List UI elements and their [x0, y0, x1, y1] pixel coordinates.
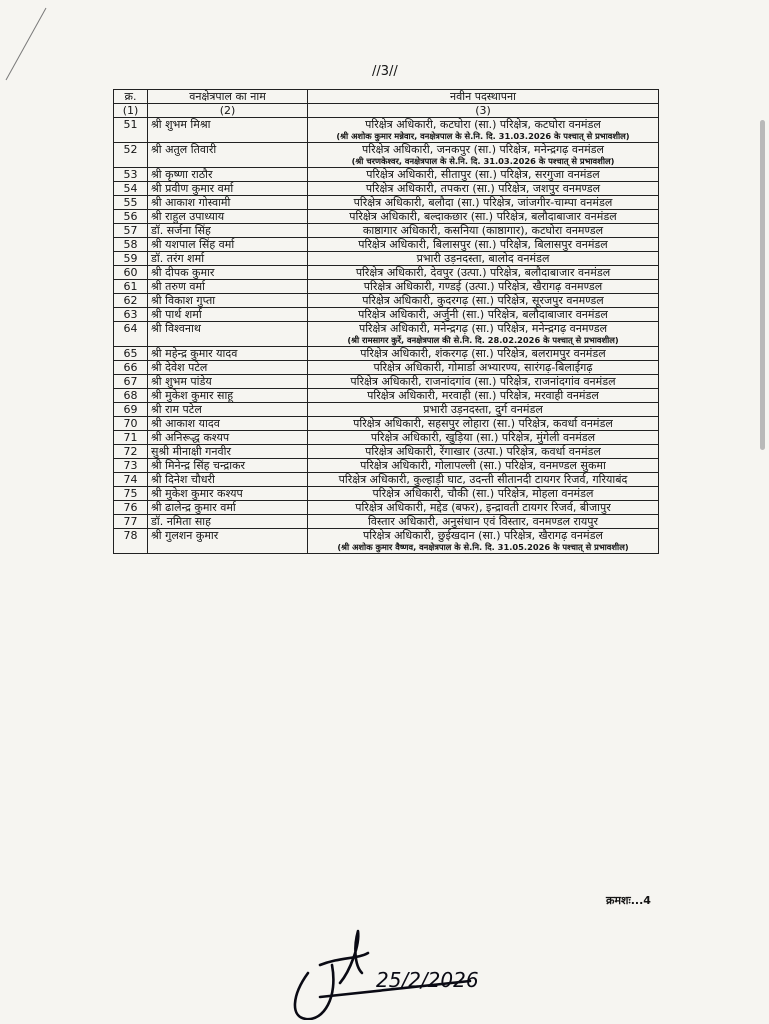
- row-serial: 69: [114, 403, 148, 417]
- row-officer-name: श्री आकाश गोस्वामी: [148, 196, 308, 210]
- row-posting: परिक्षेत्र अधिकारी, बलौदा (सा.) परिक्षेत्र, जांजगीर-चाम्पा वनमंडल: [353, 196, 613, 209]
- row-officer-name: श्री देवेश पटेल: [148, 361, 308, 375]
- row-posting-cell: [308, 168, 659, 182]
- table-row: [114, 118, 659, 143]
- row-posting: परिक्षेत्र अधिकारी, गोमार्डा अभ्यारण्य, सारंगढ़-बिलाईगढ़: [373, 361, 593, 374]
- row-posting-cell: [308, 445, 659, 459]
- row-posting-cell: [308, 252, 659, 266]
- row-posting-cell: [308, 375, 659, 389]
- row-officer-name: श्री मिनेन्द्र सिंह चन्द्राकर: [148, 459, 308, 473]
- row-posting-cell: [308, 417, 659, 431]
- row-posting: परिक्षेत्र अधिकारी, जनकपुर (सा.) परिक्षेत्र, मनेन्द्रगढ़ वनमंडल: [361, 143, 605, 156]
- page-number: //3//: [372, 64, 398, 79]
- row-serial: 70: [114, 417, 148, 431]
- row-serial: 59: [114, 252, 148, 266]
- row-posting: परिक्षेत्र अधिकारी, मनेन्द्रगढ़ (सा.) परिक्षेत्र, मनेन्द्रगढ़ वनमण्डल: [358, 322, 608, 335]
- row-posting-cell: [308, 389, 659, 403]
- row-posting-cell: [308, 529, 659, 554]
- row-posting: परिक्षेत्र अधिकारी, बल्दाकछार (सा.) परिक्षेत्र, बलौदाबाजार वनमंडल: [349, 210, 617, 223]
- table-row: [114, 182, 659, 196]
- table-body: [114, 118, 659, 554]
- row-posting: परिक्षेत्र अधिकारी, अर्जुनी (सा.) परिक्षेत्र, बलौदाबाजार वनमंडल: [358, 308, 608, 321]
- row-posting-cell: [308, 308, 659, 322]
- table-row: [114, 445, 659, 459]
- row-serial: 61: [114, 280, 148, 294]
- row-effective-note: (श्री रामसागर कुर्रे, वनक्षेत्रपाल की से.नि. दि. 28.02.2026 के पश्चात् से प्रभावशील): [347, 335, 619, 345]
- continuation-note: क्रमशः...4: [606, 894, 651, 907]
- row-posting: प्रभारी उड़नदस्ता, बालोद वनमंडल: [416, 252, 550, 265]
- row-serial: 76: [114, 501, 148, 515]
- row-posting-cell: [308, 515, 659, 529]
- row-posting-cell: [308, 118, 659, 143]
- table-row: [114, 294, 659, 308]
- row-posting-cell: [308, 182, 659, 196]
- row-serial: 57: [114, 224, 148, 238]
- row-officer-name: श्री दिनेश चौधरी: [148, 473, 308, 487]
- row-officer-name: श्री कृष्णा राठौर: [148, 168, 308, 182]
- row-posting: परिक्षेत्र अधिकारी, तपकरा (सा.) परिक्षेत्र, जशपुर वनमण्डल: [365, 182, 601, 195]
- row-posting: परिक्षेत्र अधिकारी, गण्डई (उत्पा.) परिक्षेत्र, खैरागढ़ वनमण्डल: [363, 280, 603, 293]
- row-posting-cell: [308, 280, 659, 294]
- row-officer-name: श्री पार्थ शर्मा: [148, 308, 308, 322]
- row-posting-cell: [308, 487, 659, 501]
- row-posting-cell: [308, 196, 659, 210]
- row-officer-name: श्री विकाश गुप्ता: [148, 294, 308, 308]
- row-serial: 67: [114, 375, 148, 389]
- row-posting-cell: [308, 224, 659, 238]
- row-posting-cell: [308, 361, 659, 375]
- row-posting-cell: [308, 294, 659, 308]
- row-posting: परिक्षेत्र अधिकारी, सहसपुर लोहारा (सा.) परिक्षेत्र, कवर्धा वनमंडल: [353, 417, 613, 430]
- header-posting: नवीन पदस्थापना: [308, 90, 659, 104]
- row-officer-name: श्री तरुण वर्मा: [148, 280, 308, 294]
- row-posting: परिक्षेत्र अधिकारी, गोलापल्ली (सा.) परिक्षेत्र, वनमण्डल सुकमा: [360, 459, 606, 472]
- handwritten-signature: [280, 925, 480, 1020]
- row-serial: 77: [114, 515, 148, 529]
- row-effective-note: (श्री अशोक कुमार वैष्णव, वनक्षेत्रपाल के से.नि. दि. 31.05.2026 के पश्चात् से प्रभावशील): [337, 542, 629, 552]
- row-officer-name: डॉ. नमिता साह: [148, 515, 308, 529]
- row-serial: 56: [114, 210, 148, 224]
- row-officer-name: श्री प्रवीण कुमार वर्मा: [148, 182, 308, 196]
- table-row: [114, 308, 659, 322]
- row-posting: परिक्षेत्र अधिकारी, बिलासपुर (सा.) परिक्षेत्र, बिलासपुर वनमंडल: [358, 238, 608, 251]
- posting-table: [113, 89, 659, 554]
- row-posting-cell: [308, 431, 659, 445]
- row-serial: 62: [114, 294, 148, 308]
- row-officer-name: श्री शुभम मिश्रा: [148, 118, 308, 143]
- row-serial: 65: [114, 347, 148, 361]
- row-posting-cell: [308, 459, 659, 473]
- table-row: [114, 280, 659, 294]
- row-officer-name: श्री मुकेश कुमार कश्यप: [148, 487, 308, 501]
- row-serial: 58: [114, 238, 148, 252]
- row-serial: 68: [114, 389, 148, 403]
- row-serial: 75: [114, 487, 148, 501]
- signature-date: 25/2/2026: [376, 968, 479, 992]
- table-row: [114, 501, 659, 515]
- row-posting-cell: [308, 347, 659, 361]
- row-posting-cell: [308, 501, 659, 515]
- header-serial: क्र.: [114, 90, 148, 104]
- header-name: वनक्षेत्रपाल का नाम: [148, 90, 308, 104]
- row-posting: परिक्षेत्र अधिकारी, मरवाही (सा.) परिक्षेत्र, मरवाही वनमंडल: [367, 389, 599, 402]
- row-posting: परिक्षेत्र अधिकारी, राजनांदगांव (सा.) परिक्षेत्र, राजनांदगांव वनमंडल: [350, 375, 616, 388]
- row-officer-name: श्री राहुल उपाध्याय: [148, 210, 308, 224]
- table-row: [114, 266, 659, 280]
- row-officer-name: श्री मुकेश कुमार साहू: [148, 389, 308, 403]
- row-officer-name: श्री विश्वनाथ: [148, 322, 308, 347]
- row-officer-name: सुश्री मीनाक्षी गनवीर: [148, 445, 308, 459]
- table-row: [114, 473, 659, 487]
- row-serial: 60: [114, 266, 148, 280]
- row-posting-cell: [308, 143, 659, 168]
- row-serial: 78: [114, 529, 148, 554]
- scrollbar[interactable]: [760, 120, 765, 450]
- row-serial: 66: [114, 361, 148, 375]
- row-posting: परिक्षेत्र अधिकारी, शंकरगढ़ (सा.) परिक्षेत्र, बलरामपुर वनमंडल: [360, 347, 606, 360]
- row-posting: परिक्षेत्र अधिकारी, चौकी (सा.) परिक्षेत्र, मोहला वनमंडल: [372, 487, 594, 500]
- row-officer-name: श्री आकाश यादव: [148, 417, 308, 431]
- row-posting-cell: [308, 473, 659, 487]
- table-row: [114, 459, 659, 473]
- row-serial: 64: [114, 322, 148, 347]
- colnum-name: (2): [148, 104, 308, 118]
- row-posting: परिक्षेत्र अधिकारी, कटघोरा (सा.) परिक्षेत्र, कटघोरा वनमंडल: [365, 118, 601, 131]
- row-serial: 53: [114, 168, 148, 182]
- row-posting: विस्तार अधिकारी, अनुसंधान एवं विस्तार, वनमण्डल रायपुर: [367, 515, 599, 528]
- row-posting: काष्ठागार अधिकारी, कसनिया (काष्ठागार), कटघोरा वनमण्डल: [362, 224, 604, 237]
- row-officer-name: श्री यशपाल सिंह वर्मा: [148, 238, 308, 252]
- row-serial: 63: [114, 308, 148, 322]
- table-row: [114, 196, 659, 210]
- table-row: [114, 224, 659, 238]
- row-serial: 54: [114, 182, 148, 196]
- table-header-row: [114, 90, 659, 104]
- table-row: [114, 347, 659, 361]
- row-posting: परिक्षेत्र अधिकारी, कुल्हाड़ी घाट, उदन्ती सीतानदी टायगर रिजर्व, गरियाबंद: [338, 473, 628, 486]
- row-officer-name: श्री गुलशन कुमार: [148, 529, 308, 554]
- table-row: [114, 389, 659, 403]
- row-serial: 71: [114, 431, 148, 445]
- row-serial: 72: [114, 445, 148, 459]
- row-posting-cell: [308, 403, 659, 417]
- row-posting-cell: [308, 210, 659, 224]
- table-row: [114, 210, 659, 224]
- row-officer-name: श्री शुभम पांडेय: [148, 375, 308, 389]
- table-row: [114, 322, 659, 347]
- row-posting-cell: [308, 266, 659, 280]
- row-officer-name: डॉ. तरंग शर्मा: [148, 252, 308, 266]
- table-row: [114, 529, 659, 554]
- row-serial: 51: [114, 118, 148, 143]
- table-colnum-row: [114, 104, 659, 118]
- row-posting: परिक्षेत्र अधिकारी, कुदरगढ़ (सा.) परिक्षेत्र, सूरजपुर वनमण्डल: [362, 294, 604, 307]
- row-officer-name: डॉ. सर्जना सिंह: [148, 224, 308, 238]
- row-posting-cell: [308, 322, 659, 347]
- row-officer-name: श्री राम पटेल: [148, 403, 308, 417]
- signature-stroke: [320, 953, 368, 965]
- row-posting: परिक्षेत्र अधिकारी, देवपुर (उत्पा.) परिक्षेत्र, बलौदाबाजार वनमंडल: [355, 266, 611, 279]
- row-posting: प्रभारी उड़नदस्ता, दुर्ग वनमंडल: [423, 403, 543, 416]
- row-officer-name: श्री ढालेन्द्र कुमार वर्मा: [148, 501, 308, 515]
- row-officer-name: श्री दीपक कुमार: [148, 266, 308, 280]
- row-officer-name: श्री अनिरूद्ध कश्यप: [148, 431, 308, 445]
- row-effective-note: (श्री अशोक कुमार मन्नेवार, वनक्षेत्रपाल के से.नि. दि. 31.03.2026 के पश्चात् से प्रभावशील): [336, 131, 630, 141]
- row-serial: 74: [114, 473, 148, 487]
- row-posting: परिक्षेत्र अधिकारी, सीतापुर (सा.) परिक्षेत्र, सरगुजा वनमंडल: [366, 168, 600, 181]
- row-effective-note: (श्री चरणकेश्वर, वनक्षेत्रपाल के से.नि. दि. 31.03.2026 के पश्चात् से प्रभावशील): [351, 156, 615, 166]
- table-row: [114, 143, 659, 168]
- table-row: [114, 403, 659, 417]
- colnum-posting: (3): [308, 104, 659, 118]
- table-row: [114, 417, 659, 431]
- row-posting: परिक्षेत्र अधिकारी, रेंगाखार (उत्पा.) परिक्षेत्र, कवर्धा वनमंडल: [365, 445, 601, 458]
- table-row: [114, 431, 659, 445]
- row-officer-name: श्री अतुल तिवारी: [148, 143, 308, 168]
- table-row: [114, 487, 659, 501]
- row-posting-cell: [308, 238, 659, 252]
- row-serial: 52: [114, 143, 148, 168]
- table-row: [114, 515, 659, 529]
- table-row: [114, 238, 659, 252]
- signature-stroke: [295, 965, 333, 1019]
- colnum-serial: (1): [114, 104, 148, 118]
- row-posting: परिक्षेत्र अधिकारी, छुईखदान (सा.) परिक्षेत्र, खैरागढ़ वनमंडल: [363, 529, 603, 542]
- table-row: [114, 168, 659, 182]
- row-serial: 73: [114, 459, 148, 473]
- table-row: [114, 361, 659, 375]
- row-posting: परिक्षेत्र अधिकारी, खुड़िया (सा.) परिक्षेत्र, मुंगेली वनमंडल: [370, 431, 596, 444]
- corner-fold-line: [0, 0, 60, 90]
- row-serial: 55: [114, 196, 148, 210]
- table-row: [114, 252, 659, 266]
- row-officer-name: श्री महेन्द्र कुमार यादव: [148, 347, 308, 361]
- table-row: [114, 375, 659, 389]
- row-posting: परिक्षेत्र अधिकारी, मद्देड (बफर), इन्द्रावती टायगर रिजर्व, बीजापुर: [355, 501, 611, 514]
